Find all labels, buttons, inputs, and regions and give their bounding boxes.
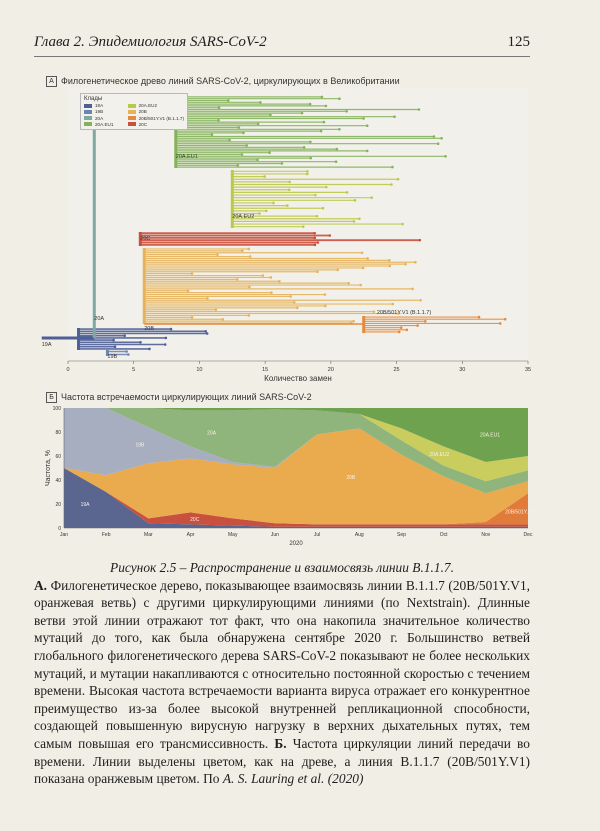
legend-label: 20A.EU1 — [95, 121, 114, 127]
tree-tip — [303, 146, 306, 149]
tree-tip — [352, 320, 355, 323]
tree-x-axis-label: Количество замен — [264, 374, 332, 383]
tree-tip — [170, 328, 173, 331]
tree-tip — [238, 126, 241, 129]
tree-tip — [366, 124, 369, 127]
caption-a-label: А. — [34, 577, 48, 593]
tree-x-tick-label: 35 — [524, 367, 532, 373]
tree-tip — [398, 331, 401, 334]
tree-tip — [335, 160, 338, 163]
tree-tip — [302, 225, 305, 228]
tree-tip — [314, 194, 317, 197]
caption-body — [34, 577, 530, 788]
caption-a-text: Филогенетическое дерево, показывающее взаимосвязь линии B.1.1.7 (20B/501Y.V1, оранжевая ветвь) с другими циркулирующими линиями (по Nextstrain). Длинные ветви этой линии отражают тот факт, что она накопила значительное количество мутаций до того, как была обнаружена сентябре 2020 г. Большинство ветвей глобального филогенетического дерева SARS-CoV-2 показывают не более нескольких мутаций, и мутации накапливаются с относительно постоянной скоростью с течением времени. Высокая частота встречаемости варианта вируса отражает его конкурентное преимущество из-за более высокой внутренней репликационной способности, создающей повышенную вирусную нагрузку в верхних дыхательных путях, тем самым повышая его трансмиссивность. — [34, 577, 530, 751]
tree-tip — [247, 248, 250, 251]
tree-tip — [296, 307, 299, 310]
tree-tip — [112, 339, 115, 342]
stream-x-tick-label: Apr — [186, 532, 195, 538]
stream-x-tick-label: Aug — [354, 532, 364, 538]
tree-tip — [288, 181, 291, 184]
tree-tip — [206, 332, 209, 335]
tree-tip — [245, 144, 248, 147]
tree-tip — [345, 110, 348, 113]
clade-legend — [80, 93, 188, 130]
tree-clade-label: 20C — [140, 236, 151, 242]
stream-label: 20A — [207, 430, 217, 437]
caption-citation: A. S. Lauring et al. (2020) — [222, 771, 364, 787]
stream-label: 20A.EU2 — [429, 451, 450, 458]
tree-tip — [204, 330, 207, 333]
tree-tip — [373, 310, 376, 313]
tree-tip — [362, 117, 365, 120]
tree-tip — [347, 282, 350, 285]
tree-tip — [191, 316, 194, 319]
tree-tip — [268, 151, 271, 154]
tree-tip — [222, 318, 225, 321]
tree-tip — [262, 274, 265, 277]
tree-tip — [314, 244, 317, 247]
legend-label: 19B — [95, 109, 104, 115]
legend-item — [84, 103, 125, 108]
caption-b-text: Частота циркуляции линий передачи во времени. Линии выделены цветом, как на древе, а линия B.1.1.7 (20B/501Y.V1) показана оранжевым цветом. По — [34, 735, 530, 787]
legend-swatch — [84, 122, 92, 126]
legend-item — [128, 122, 184, 127]
stream-y-tick-label: 60 — [55, 454, 61, 460]
tree-tip — [227, 99, 230, 102]
tree-tip — [324, 293, 327, 296]
tree-tip — [478, 316, 481, 319]
tree-tip — [206, 297, 209, 300]
legend-label: 20B/501Y.V1 (B.1.1.7) — [138, 115, 184, 121]
tree-tip — [440, 137, 443, 140]
tree-tip — [414, 261, 417, 264]
stream-x-tick-label: Jan — [59, 532, 69, 538]
stream-y-tick-label: 80 — [55, 430, 61, 436]
tree-tip — [309, 103, 312, 106]
tree-tip — [366, 150, 369, 153]
tree-tip — [416, 324, 419, 327]
tree-tip — [301, 112, 304, 115]
tree-clade-label: 20A — [94, 316, 105, 322]
stream-x-axis-label: 2020 — [289, 541, 303, 547]
tree-tip — [404, 263, 407, 266]
stream-x-tick-label: Dec — [523, 532, 533, 538]
tree-tip — [390, 183, 393, 186]
panel-b-letter: Б — [46, 392, 57, 403]
tree-tip — [248, 286, 251, 289]
tree-tip — [164, 343, 167, 346]
stream-y-tick-label: 40 — [55, 478, 61, 484]
caption-title: Рисунок 2.5 – Распространение и взаимосвязь линии B.1.1.7. — [110, 560, 454, 575]
legend-item — [128, 103, 184, 108]
tree-tip — [241, 153, 244, 156]
legend-label: 20A — [95, 115, 104, 121]
tree-tip — [433, 135, 436, 138]
running-head: Глава 2. Эпидемиология SARS-CoV-2 — [34, 34, 267, 50]
stream-x-tick-label: Jul — [313, 532, 321, 538]
legend-swatch — [84, 110, 92, 114]
stream-y-tick-label: 100 — [52, 406, 61, 412]
tree-tip — [125, 350, 128, 353]
tree-tip — [346, 191, 349, 194]
tree-tip — [263, 175, 266, 178]
tree-tip — [211, 133, 214, 136]
legend-label: 20C — [138, 121, 148, 127]
tree-tip — [338, 97, 341, 100]
tree-tip — [165, 337, 168, 340]
tree-tip — [306, 173, 309, 176]
tree-tip — [306, 170, 309, 173]
legend-grid — [84, 103, 184, 127]
tree-tip — [338, 128, 341, 131]
tree-tip — [361, 251, 364, 254]
tree-tip — [269, 114, 272, 117]
panel-a-letter: А — [46, 76, 57, 87]
tree-tip — [259, 101, 262, 104]
tree-tip — [313, 237, 316, 240]
stream-x-tick-label: Oct — [439, 532, 448, 538]
tree-tip — [419, 299, 422, 302]
tree-tip — [127, 353, 130, 356]
tree-tip — [336, 148, 339, 151]
legend-swatch — [84, 104, 92, 108]
tree-clade-label: 19B — [107, 354, 118, 360]
stream-x-tick-label: Feb — [101, 532, 111, 538]
stream-label: 20C — [190, 516, 200, 523]
tree-tip — [242, 132, 245, 135]
tree-tip — [321, 96, 324, 99]
legend-item — [128, 109, 184, 114]
legend-swatch — [128, 122, 136, 126]
tree-tip — [288, 188, 291, 191]
tree-tip — [265, 210, 268, 213]
tree-tip — [249, 255, 252, 258]
tree-tip — [309, 157, 312, 160]
phylogenetic-tree-chart — [36, 88, 536, 388]
legend-label: 20A.EU2 — [138, 103, 158, 108]
legend-item — [84, 116, 125, 121]
tree-tip — [215, 308, 218, 311]
legend-swatch — [128, 116, 136, 120]
tree-tip — [236, 164, 239, 167]
stream-x-tick-label: Nov — [481, 532, 491, 538]
legend-label: 19A — [95, 103, 104, 108]
tree-tip — [444, 155, 447, 158]
tree-tip — [393, 115, 396, 118]
tree-tip — [400, 326, 403, 329]
tree-tip — [424, 320, 427, 323]
tree-tip — [228, 139, 231, 142]
legend-swatch — [84, 116, 92, 120]
panel-b-title-text: Частота встречаемости циркулирующих линий SARS-CoV-2 — [61, 392, 312, 402]
tree-tip — [241, 250, 244, 253]
tree-tip — [216, 253, 219, 256]
tree-clade-label: 20A.EU2 — [232, 214, 255, 220]
tree-tip — [281, 162, 284, 165]
page-number: 125 — [507, 34, 530, 50]
stream-y-axis-label: Частота, % — [45, 449, 52, 487]
tree-tip — [258, 212, 261, 215]
tree-x-tick-label: 15 — [262, 367, 269, 373]
tree-tip — [389, 265, 392, 268]
tree-tip — [278, 280, 281, 283]
figure-caption — [34, 559, 530, 788]
tree-tip — [366, 257, 369, 260]
tree-x-tick-label: 20 — [327, 367, 334, 373]
tree-tip — [317, 241, 320, 244]
tree-tip — [354, 199, 357, 202]
tree-tip — [248, 314, 251, 317]
tree-tip — [139, 341, 142, 344]
tree-tip — [313, 232, 316, 235]
tree-tip — [401, 223, 404, 226]
tree-tip — [187, 289, 190, 292]
tree-tip — [316, 270, 319, 273]
tree-tip — [397, 178, 400, 181]
stream-label: 20B/501Y.V1 — [505, 509, 534, 516]
tree-tip — [411, 288, 414, 291]
tree-tip — [123, 334, 126, 337]
stream-x-tick-label: Jun — [270, 532, 279, 538]
tree-tip — [437, 142, 440, 145]
tree-tip — [324, 305, 327, 308]
tree-tip — [323, 121, 326, 124]
stream-label: 19A — [80, 502, 90, 508]
panel-a-title-text: Филогенетическое древо линий SARS-CoV-2, циркулирующих в Великобритании — [61, 76, 400, 86]
legend-title: Клады — [84, 96, 103, 102]
tree-x-tick-label: 10 — [196, 367, 203, 373]
legend-swatch — [128, 110, 136, 114]
tree-tip — [325, 105, 328, 108]
legend-label: 20B — [138, 109, 147, 115]
tree-tip — [322, 207, 325, 210]
tree-tip — [504, 318, 507, 321]
tree-tip — [270, 291, 273, 294]
tree-clade-label: 20B — [144, 326, 155, 332]
tree-tip — [370, 196, 373, 199]
legend-item — [128, 116, 184, 121]
tree-tip — [419, 239, 422, 242]
panel-a-title — [46, 76, 400, 87]
tree-tip — [336, 269, 339, 272]
tree-tip — [272, 202, 275, 205]
tree-clade-label: 20A.EU1 — [175, 154, 198, 160]
tree-tip — [316, 215, 319, 218]
tree-tip — [320, 130, 323, 133]
tree-clade-label: 20B/501Y.V1 (B.1.1.7) — [376, 310, 432, 316]
stream-x-tick-label: Sep — [397, 532, 406, 538]
tree-tip — [191, 272, 194, 275]
stream-label: 20B — [346, 475, 356, 481]
tree-tip — [353, 220, 356, 223]
tree-tip — [358, 217, 361, 220]
tree-tip — [217, 119, 220, 122]
tree-tip — [270, 276, 273, 279]
tree-tip — [257, 123, 260, 126]
tree-tip — [293, 301, 296, 304]
tree-tip — [286, 204, 289, 207]
lineage-frequency-chart — [36, 402, 536, 552]
tree-tip — [359, 284, 362, 287]
legend-item — [84, 109, 125, 114]
stream-label: 19B — [135, 442, 145, 449]
tree-x-tick-label: 25 — [393, 367, 400, 373]
stream-x-tick-label: Mar — [144, 532, 153, 538]
tree-tip — [418, 108, 421, 111]
stream-x-tick-label: May — [228, 532, 238, 538]
tree-tip — [236, 278, 239, 281]
tree-x-tick-label: 5 — [132, 367, 136, 373]
tree-tip — [405, 329, 408, 332]
tree-tip — [218, 106, 221, 109]
tree-tip — [499, 322, 502, 325]
stream-label: 20A.EU1 — [480, 432, 501, 439]
tree-tip — [325, 186, 328, 189]
legend-swatch — [128, 104, 136, 108]
tree-tip — [114, 345, 117, 348]
page-header — [34, 34, 530, 57]
tree-tip — [289, 295, 292, 298]
tree-tip — [148, 348, 151, 351]
legend-item — [84, 122, 125, 127]
stream-y-tick-label: 20 — [55, 502, 61, 508]
tree-x-tick-label: 0 — [66, 367, 70, 373]
caption-b-label: Б. — [274, 735, 287, 751]
tree-tip — [256, 159, 259, 162]
tree-tip — [391, 303, 394, 306]
tree-tip — [391, 166, 394, 169]
tree-clade-label: 19A — [41, 342, 52, 348]
tree-x-tick-label: 30 — [459, 367, 466, 373]
tree-tip — [309, 141, 312, 144]
tree-tip — [362, 267, 365, 270]
tree-tip — [328, 234, 331, 237]
tree-tip — [388, 259, 391, 262]
stream-y-tick-label: 0 — [58, 526, 61, 532]
